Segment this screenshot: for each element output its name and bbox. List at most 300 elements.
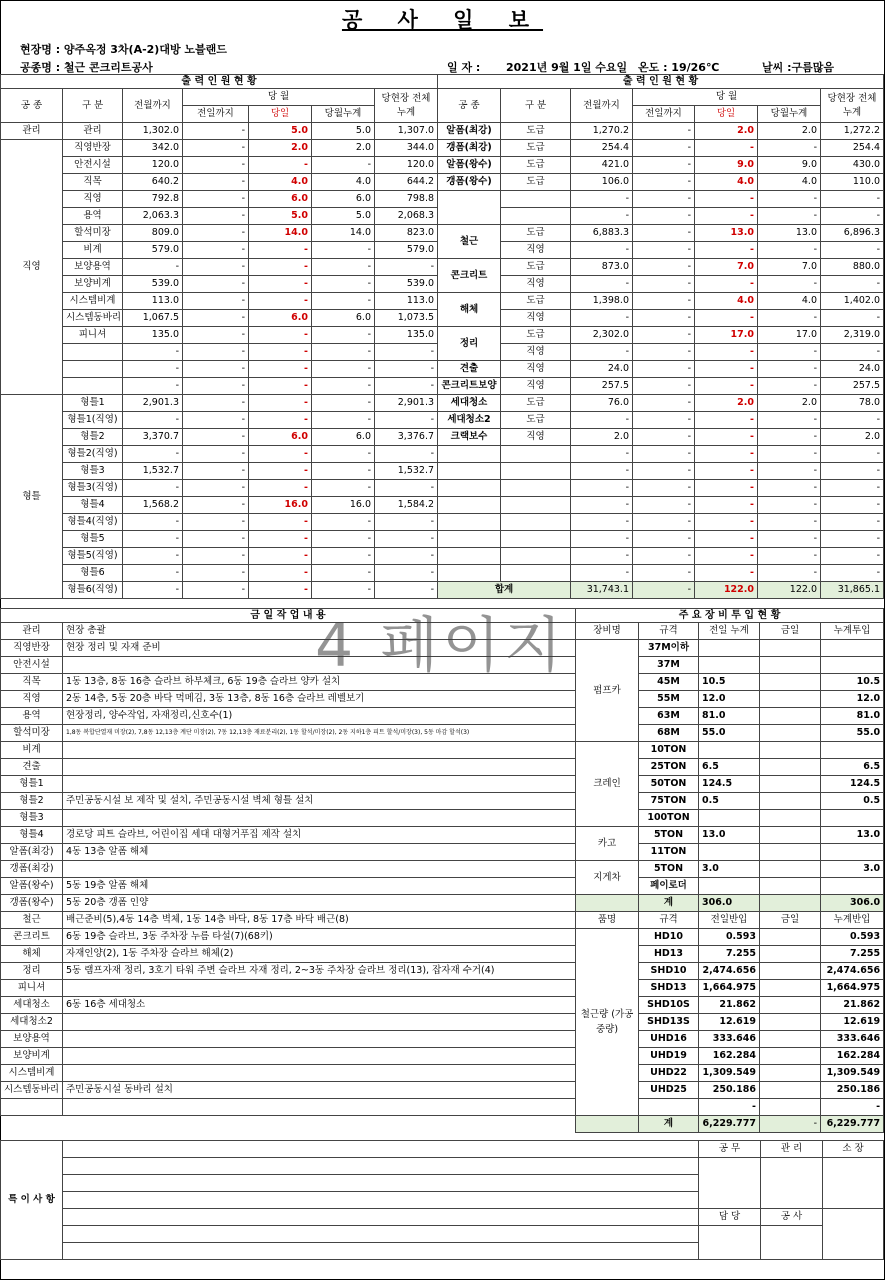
equipment-today-cell [760, 725, 821, 742]
prev-month-cell: 76.0 [571, 395, 633, 412]
rebar-today-cell [760, 946, 821, 963]
trade-cell: 갱폼(왕수) [438, 174, 501, 191]
month-cum-cell: - [312, 276, 375, 293]
work-row [1, 1014, 576, 1031]
manpower-row [1, 259, 438, 276]
work-trade-cell: 철근 [1, 912, 63, 929]
type-cell: 직영 [501, 276, 571, 293]
equipment-total-today [760, 895, 821, 912]
rebar-prev-cell: 2,474.656 [699, 963, 760, 980]
total-cell: 120.0 [375, 157, 438, 174]
prev-day-cell: - [183, 327, 249, 344]
equipment-spec-cell: 10TON [639, 742, 699, 759]
equipment-cum-cell: 55.0 [821, 725, 884, 742]
manpower-row [438, 395, 884, 412]
total-cell: - [375, 480, 438, 497]
type-cell: 직영 [501, 429, 571, 446]
manpower-row [1, 565, 438, 582]
prev-month-cell: 873.0 [571, 259, 633, 276]
prev-day-cell: - [633, 395, 695, 412]
month-cum-cell: - [758, 191, 821, 208]
month-cum-cell: - [312, 548, 375, 565]
rebar-today-cell [760, 1014, 821, 1031]
type-cell: 할석미장 [63, 225, 123, 242]
prev-month-cell: - [123, 514, 183, 531]
prev-day-cell: - [633, 378, 695, 395]
work-row [1, 759, 576, 776]
equipment-spec-cell: 68M [639, 725, 699, 742]
prev-month-cell: 342.0 [123, 140, 183, 157]
today-cell: - [249, 378, 312, 395]
month-cum-cell: 6.0 [312, 429, 375, 446]
total-cell: - [821, 565, 884, 582]
today-cell: - [695, 140, 758, 157]
type-cell [501, 565, 571, 582]
prev-month-cell: 6,883.3 [571, 225, 633, 242]
work-trade-cell: 용역 [1, 708, 63, 725]
month-cum-cell: 4.0 [758, 174, 821, 191]
manpower-row [1, 514, 438, 531]
work-description-cell [63, 810, 576, 827]
total-cell: 2,319.0 [821, 327, 884, 344]
date-label: 일 자 : [447, 61, 481, 74]
total-cell: - [375, 446, 438, 463]
manpower-row [438, 157, 884, 174]
equipment-spec-cell: 75TON [639, 793, 699, 810]
prev-day-cell: - [183, 446, 249, 463]
work-row [1, 810, 576, 827]
prev-day-cell: - [183, 582, 249, 599]
type-cell: 보양용역 [63, 259, 123, 276]
total-cell: - [821, 446, 884, 463]
col-month: 당 월 [183, 89, 375, 106]
prev-day-cell: - [183, 191, 249, 208]
trade-cell [438, 191, 501, 225]
today-cell: - [249, 242, 312, 259]
equipment-spec-cell: 100TON [639, 810, 699, 827]
prev-month-cell: - [571, 446, 633, 463]
month-cum-cell: - [312, 412, 375, 429]
work-row [1, 1099, 576, 1116]
prev-day-cell: - [183, 361, 249, 378]
total-cell: - [375, 514, 438, 531]
equipment-col-header: 장비명 [576, 623, 639, 640]
total-today: 122.0 [695, 582, 758, 599]
type-cell: 형틀3 [63, 463, 123, 480]
month-cum-cell: - [312, 361, 375, 378]
today-cell: - [249, 446, 312, 463]
manpower-row [438, 293, 884, 310]
work-row [1, 776, 576, 793]
col-trade: 공 종 [1, 89, 63, 123]
work-description-cell [63, 1014, 576, 1031]
manpower-row [438, 378, 884, 395]
today-cell: 9.0 [695, 157, 758, 174]
rebar-cum-cell: 12.619 [821, 1014, 884, 1031]
equipment-today-cell [760, 861, 821, 878]
type-cell [501, 531, 571, 548]
prev-day-cell: - [633, 174, 695, 191]
month-cum-cell: - [312, 327, 375, 344]
manpower-row [1, 582, 438, 599]
type-cell: 시스템동바리 [63, 310, 123, 327]
manpower-row [438, 565, 884, 582]
today-cell: - [249, 361, 312, 378]
prev-day-cell: - [183, 412, 249, 429]
rebar-cum-cell: 1,664.975 [821, 980, 884, 997]
month-cum-cell: 5.0 [312, 208, 375, 225]
col-month-cum: 당월누계 [758, 106, 821, 123]
today-cell: 4.0 [695, 174, 758, 191]
month-cum-cell: - [758, 446, 821, 463]
trade-cell: 콘크리트 [438, 259, 501, 293]
total-cell: 430.0 [821, 157, 884, 174]
type-cell: 직영반장 [63, 140, 123, 157]
prev-day-cell: - [183, 242, 249, 259]
month-cum-cell: 5.0 [312, 123, 375, 140]
notes-line [63, 1243, 699, 1260]
today-cell: - [695, 565, 758, 582]
prev-month-cell: - [571, 276, 633, 293]
work-trade-cell: 직영 [1, 691, 63, 708]
work-trade-cell: 세대청소 [1, 997, 63, 1014]
work-description-cell [63, 861, 576, 878]
today-cell: - [249, 514, 312, 531]
equipment-prev-cell [699, 742, 760, 759]
today-cell: - [695, 191, 758, 208]
work-row [1, 640, 576, 657]
type-cell: 형틀6 [63, 565, 123, 582]
rebar-cum-cell: 333.646 [821, 1031, 884, 1048]
type-cell: 직영 [501, 378, 571, 395]
equipment-cum-cell [821, 657, 884, 674]
total-prev-day: - [633, 582, 695, 599]
equipment-prev-cell: 81.0 [699, 708, 760, 725]
prev-month-cell: - [123, 548, 183, 565]
prev-month-cell: - [571, 208, 633, 225]
notes-line [63, 1158, 699, 1175]
work-description-cell [63, 657, 576, 674]
total-cell: 2,068.3 [375, 208, 438, 225]
equipment-cum-cell [821, 844, 884, 861]
today-cell: - [249, 327, 312, 344]
prev-month-cell: 539.0 [123, 276, 183, 293]
sign-box-director [823, 1158, 884, 1209]
col-prev-day: 전일까지 [183, 106, 249, 123]
month-cum-cell: - [312, 565, 375, 582]
manpower-row [438, 429, 884, 446]
prev-month-cell: - [123, 378, 183, 395]
rebar-prev-cell: 21.862 [699, 997, 760, 1014]
prev-month-cell: 1,398.0 [571, 293, 633, 310]
prev-day-cell: - [183, 208, 249, 225]
prev-day-cell: - [633, 140, 695, 157]
section-title-equipment: 주 요 장 비 투 입 현 황 [576, 609, 884, 623]
total-cell: 24.0 [821, 361, 884, 378]
prev-month-cell: 135.0 [123, 327, 183, 344]
equipment-spec-cell: 11TON [639, 844, 699, 861]
equipment-cum-cell: 81.0 [821, 708, 884, 725]
work-description-cell: 자재인양(2), 1동 주차장 슬라브 해체(2) [63, 946, 576, 963]
notes-row [1, 1141, 884, 1158]
total-cell: - [821, 242, 884, 259]
prev-day-cell: - [183, 480, 249, 497]
manpower-row [1, 208, 438, 225]
type-cell: 도급 [501, 123, 571, 140]
total-prev-month: 31,743.1 [571, 582, 633, 599]
type-cell: 도급 [501, 259, 571, 276]
manpower-row [1, 361, 438, 378]
prev-day-cell: - [633, 208, 695, 225]
rebar-cum-cell: 0.593 [821, 929, 884, 946]
work-description-cell [63, 742, 576, 759]
today-cell: 14.0 [249, 225, 312, 242]
manpower-row [1, 123, 438, 140]
equipment-prev-cell: 0.5 [699, 793, 760, 810]
sign-header-director: 소 장 [823, 1141, 884, 1158]
work-row [1, 1082, 576, 1099]
total-cell: - [821, 208, 884, 225]
total-cell: - [375, 565, 438, 582]
total-cell: - [375, 582, 438, 599]
total-cell: - [375, 361, 438, 378]
work-description-cell: 6동 16층 세대청소 [63, 997, 576, 1014]
type-cell: 안전시설 [63, 157, 123, 174]
rebar-spec-cell: UHD16 [639, 1031, 699, 1048]
trade-cell: 알폼(왕수) [438, 157, 501, 174]
prev-day-cell: - [633, 531, 695, 548]
prev-day-cell: - [183, 565, 249, 582]
today-cell: - [249, 412, 312, 429]
col-trade: 공 종 [438, 89, 501, 123]
manpower-row [1, 480, 438, 497]
work-description-cell [63, 980, 576, 997]
type-cell [501, 497, 571, 514]
month-cum-cell: - [758, 242, 821, 259]
col-prev: 전월까지 [123, 89, 183, 123]
trade-cell [438, 446, 501, 463]
equipment-spec-cell: 63M [639, 708, 699, 725]
equipment-prev-cell: 13.0 [699, 827, 760, 844]
equipment-today-cell [760, 657, 821, 674]
trade-cell: 직영 [1, 140, 63, 395]
month-cum-cell: - [312, 157, 375, 174]
total-overall: 31,865.1 [821, 582, 884, 599]
rebar-today-cell [760, 1082, 821, 1099]
today-cell: 7.0 [695, 259, 758, 276]
work-trade-cell: 알폼(최강) [1, 844, 63, 861]
rebar-col-header: 금일 [760, 912, 821, 929]
type-cell: 도급 [501, 412, 571, 429]
work-trade-cell: 해체 [1, 946, 63, 963]
equipment-table [575, 608, 884, 1133]
trade-cell [438, 514, 501, 531]
today-cell: 2.0 [695, 123, 758, 140]
type-cell: 관리 [63, 123, 123, 140]
manpower-row [1, 174, 438, 191]
today-cell: - [695, 276, 758, 293]
notes-line [63, 1141, 699, 1158]
work-trade-cell: 콘크리트 [1, 929, 63, 946]
rebar-today-cell [760, 980, 821, 997]
prev-month-cell: - [571, 191, 633, 208]
work-trade-cell: 갱폼(왕수) [1, 895, 63, 912]
manpower-row [1, 548, 438, 565]
work-row [1, 691, 576, 708]
type-cell [501, 548, 571, 565]
trade-cell: 철근 [438, 225, 501, 259]
prev-month-cell: 2,302.0 [571, 327, 633, 344]
type-cell: 형틀5 [63, 531, 123, 548]
work-trade-cell: 형틀2 [1, 793, 63, 810]
prev-day-cell: - [633, 157, 695, 174]
type-cell: 도급 [501, 293, 571, 310]
manpower-row [438, 548, 884, 565]
equipment-row [576, 827, 884, 844]
rebar-total-blank [576, 1116, 639, 1133]
manpower-row [438, 225, 884, 242]
today-cell: 6.0 [249, 191, 312, 208]
month-cum-cell: - [758, 344, 821, 361]
rebar-prev-cell: 162.284 [699, 1048, 760, 1065]
manpower-row [1, 327, 438, 344]
month-cum-cell: 6.0 [312, 191, 375, 208]
trade-cell [438, 497, 501, 514]
work-trade-cell: 관리 [1, 623, 63, 640]
equipment-row [576, 640, 884, 657]
work-description-cell: 현장 정리 및 자재 준비 [63, 640, 576, 657]
month-cum-cell: - [758, 208, 821, 225]
manpower-row [438, 480, 884, 497]
today-cell: 2.0 [249, 140, 312, 157]
total-cell: 78.0 [821, 395, 884, 412]
month-cum-cell: - [758, 480, 821, 497]
work-row [1, 708, 576, 725]
total-cell: 644.2 [375, 174, 438, 191]
prev-day-cell: - [633, 497, 695, 514]
rebar-prev-cell: 1,309.549 [699, 1065, 760, 1082]
trade-cell: 알폼(최강) [438, 123, 501, 140]
type-cell [501, 446, 571, 463]
manpower-row [438, 310, 884, 327]
equipment-prev-cell [699, 810, 760, 827]
page-watermark: 4 페이지 [315, 611, 567, 681]
type-cell: 용역 [63, 208, 123, 225]
prev-day-cell: - [633, 514, 695, 531]
total-cell: 1,402.0 [821, 293, 884, 310]
prev-month-cell: - [571, 497, 633, 514]
total-cell: - [821, 310, 884, 327]
type-cell [501, 191, 571, 208]
sign-header-management: 관 리 [761, 1141, 823, 1158]
today-cell: 17.0 [695, 327, 758, 344]
trade-cell: 세대청소 [438, 395, 501, 412]
prev-day-cell: - [183, 276, 249, 293]
equipment-today-cell [760, 793, 821, 810]
work-trade-cell: 할석미장 [1, 725, 63, 742]
equipment-spec-cell: 25TON [639, 759, 699, 776]
month-cum-cell: - [312, 293, 375, 310]
month-cum-cell: - [758, 140, 821, 157]
prev-day-cell: - [633, 463, 695, 480]
prev-month-cell: 2,063.3 [123, 208, 183, 225]
rebar-prev-cell: - [699, 1099, 760, 1116]
type-cell: 도급 [501, 327, 571, 344]
total-cell: 880.0 [821, 259, 884, 276]
manpower-row [438, 497, 884, 514]
sign-box-charge [699, 1226, 761, 1260]
col-month-cum: 당월누계 [312, 106, 375, 123]
work-row [1, 844, 576, 861]
type-cell: 보양비계 [63, 276, 123, 293]
today-cell: 16.0 [249, 497, 312, 514]
trade-cell: 크랙보수 [438, 429, 501, 446]
prev-day-cell: - [633, 259, 695, 276]
trade-cell: 형틀 [1, 395, 63, 599]
prev-day-cell: - [183, 531, 249, 548]
rebar-total-prev: 6,229.777 [699, 1116, 760, 1133]
equipment-cum-cell: 0.5 [821, 793, 884, 810]
work-row [1, 980, 576, 997]
month-cum-cell: 13.0 [758, 225, 821, 242]
work-trade-cell: 견출 [1, 759, 63, 776]
rebar-cum-cell: 7.255 [821, 946, 884, 963]
prev-month-cell: 1,302.0 [123, 123, 183, 140]
total-cell: 2.0 [821, 429, 884, 446]
page-title: 공 사 일 보 [341, 8, 544, 32]
col-type: 구 분 [501, 89, 571, 123]
today-cell: - [249, 259, 312, 276]
work-trade-cell: 피니셔 [1, 980, 63, 997]
month-cum-cell: 2.0 [758, 395, 821, 412]
today-cell: - [695, 378, 758, 395]
work-row [1, 793, 576, 810]
total-cell: - [821, 497, 884, 514]
trade-cell: 견출 [438, 361, 501, 378]
work-trade-cell: 비계 [1, 742, 63, 759]
work-row [1, 861, 576, 878]
type-cell: 도급 [501, 174, 571, 191]
prev-month-cell: 809.0 [123, 225, 183, 242]
col-today: 당일 [249, 106, 312, 123]
type-cell: 형틀5(직영) [63, 548, 123, 565]
trade-cell [438, 548, 501, 565]
rebar-prev-cell: 12.619 [699, 1014, 760, 1031]
prev-day-cell: - [183, 395, 249, 412]
today-cell: - [695, 480, 758, 497]
work-row [1, 623, 576, 640]
equipment-today-cell [760, 691, 821, 708]
work-description-cell [63, 1048, 576, 1065]
month-cum-cell: - [312, 378, 375, 395]
month-cum-cell: 6.0 [312, 310, 375, 327]
equipment-cum-cell: 12.0 [821, 691, 884, 708]
total-cell: 823.0 [375, 225, 438, 242]
equipment-cum-cell [821, 878, 884, 895]
prev-day-cell: - [633, 344, 695, 361]
equipment-today-cell [760, 844, 821, 861]
work-row [1, 725, 576, 742]
total-cell: - [821, 191, 884, 208]
manpower-row [1, 497, 438, 514]
work-description-cell: 6동 19층 슬라브, 3동 주차장 누름 타설(7)(68키) [63, 929, 576, 946]
notes-row [1, 1209, 884, 1226]
prev-month-cell: 3,370.7 [123, 429, 183, 446]
rebar-today-cell [760, 1048, 821, 1065]
equipment-name-cell: 펌프카 [576, 640, 639, 742]
total-cell: - [375, 344, 438, 361]
work-description-cell [63, 1099, 576, 1116]
